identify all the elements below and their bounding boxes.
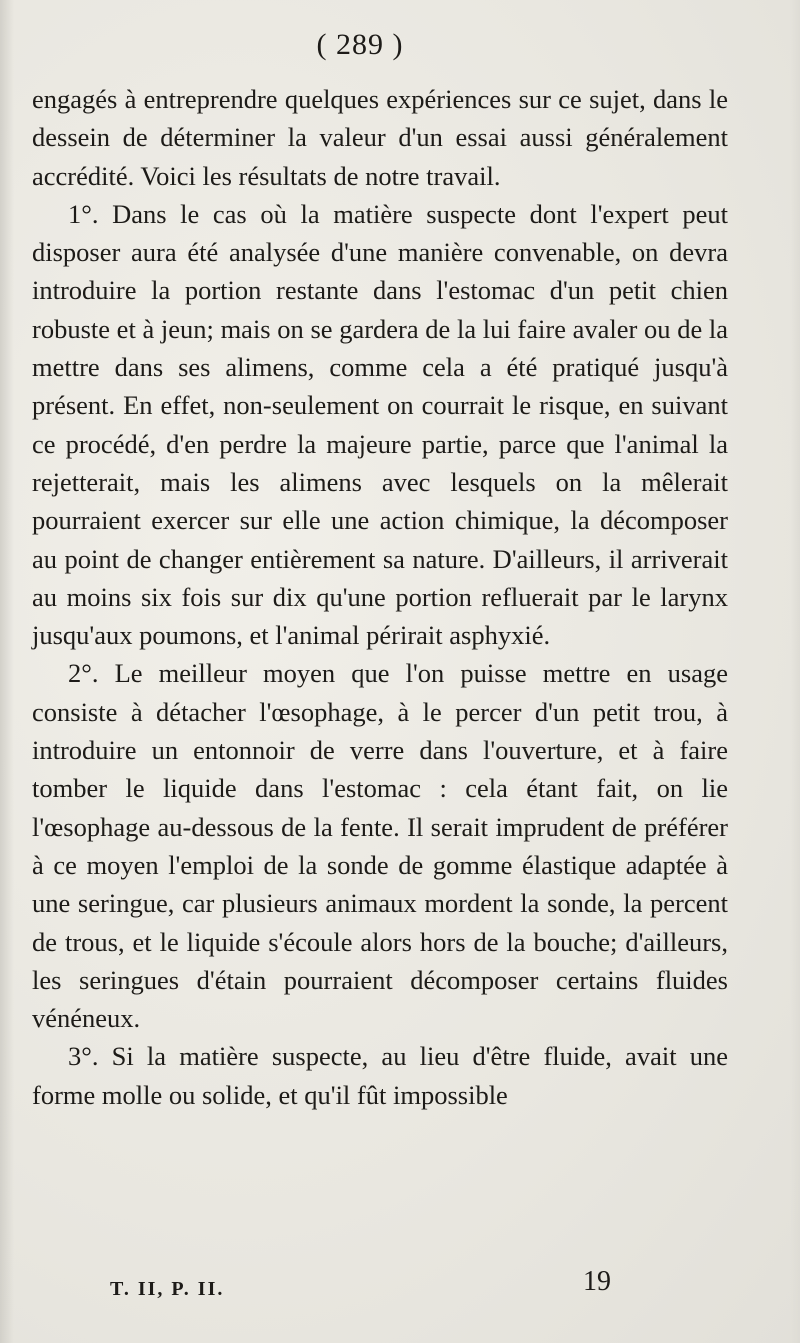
body-text — [32, 80, 728, 1114]
page-edge-shadow-right — [790, 0, 800, 1343]
page-number: ( 289 ) — [316, 28, 404, 61]
paragraph-point-1: 1°. Dans le cas où la matière suspecte dont l'expert peut disposer aura été analysée d'une manière convenable, on devra introduire la portion restante dans l'estomac d'un petit chien robuste et à jeun; mais on se gardera de la lui faire avaler ou de la mettre dans ses alimens, comme cela a été pratiqué jusqu'à présent. En effet, non-seulement on courrait le risque, en suivant ce procédé, d'en perdre la majeure partie, parce que l'animal la rejetterait, mais les alimens avec lesquels on la mêlerait pourraient exercer sur elle une action chimique, la décomposer au point de changer entièrement sa nature. D'ailleurs, il arriverait au moins six fois sur dix qu'une portion refluerait par le larynx jusqu'aux poumons, et l'animal périrait asphyxié. — [32, 198, 728, 651]
paragraph-point-2: 2°. Le meilleur moyen que l'on puisse mettre en usage consiste à détacher l'œsophage, à le percer d'un petit trou, à introduire un entonnoir de verre dans l'ouverture, et à faire tomber le liquide dans l'estomac : cela étant fait, on lie l'œsophage au-dessous de la fente. Il serait imprudent de préférer à ce moyen l'emploi de la sonde de gomme élastique adaptée à une seringue, car plusieurs animaux mordent la sonde, la percent de trous, et le liquide s'écoule alors hors de la bouche; d'ailleurs, les seringues d'étain pourraient décomposer certains fluides vénéneux. — [32, 658, 728, 1034]
paragraph-continuation: engagés à entreprendre quelques expériences sur ce sujet, dans le dessein de déterminer la valeur d'un essai aussi généralement accrédité. Voici les résultats de notre travail. — [32, 84, 728, 191]
paragraph-point-3: 3°. Si la matière suspecte, au lieu d'être fluide, avait une forme molle ou solide, et qu'il fût impossible — [32, 1041, 728, 1110]
signature-mark: T. II, P. II. — [110, 1278, 225, 1300]
page-edge-shadow-left — [0, 0, 14, 1343]
gathering-number: 19 — [583, 1266, 611, 1297]
